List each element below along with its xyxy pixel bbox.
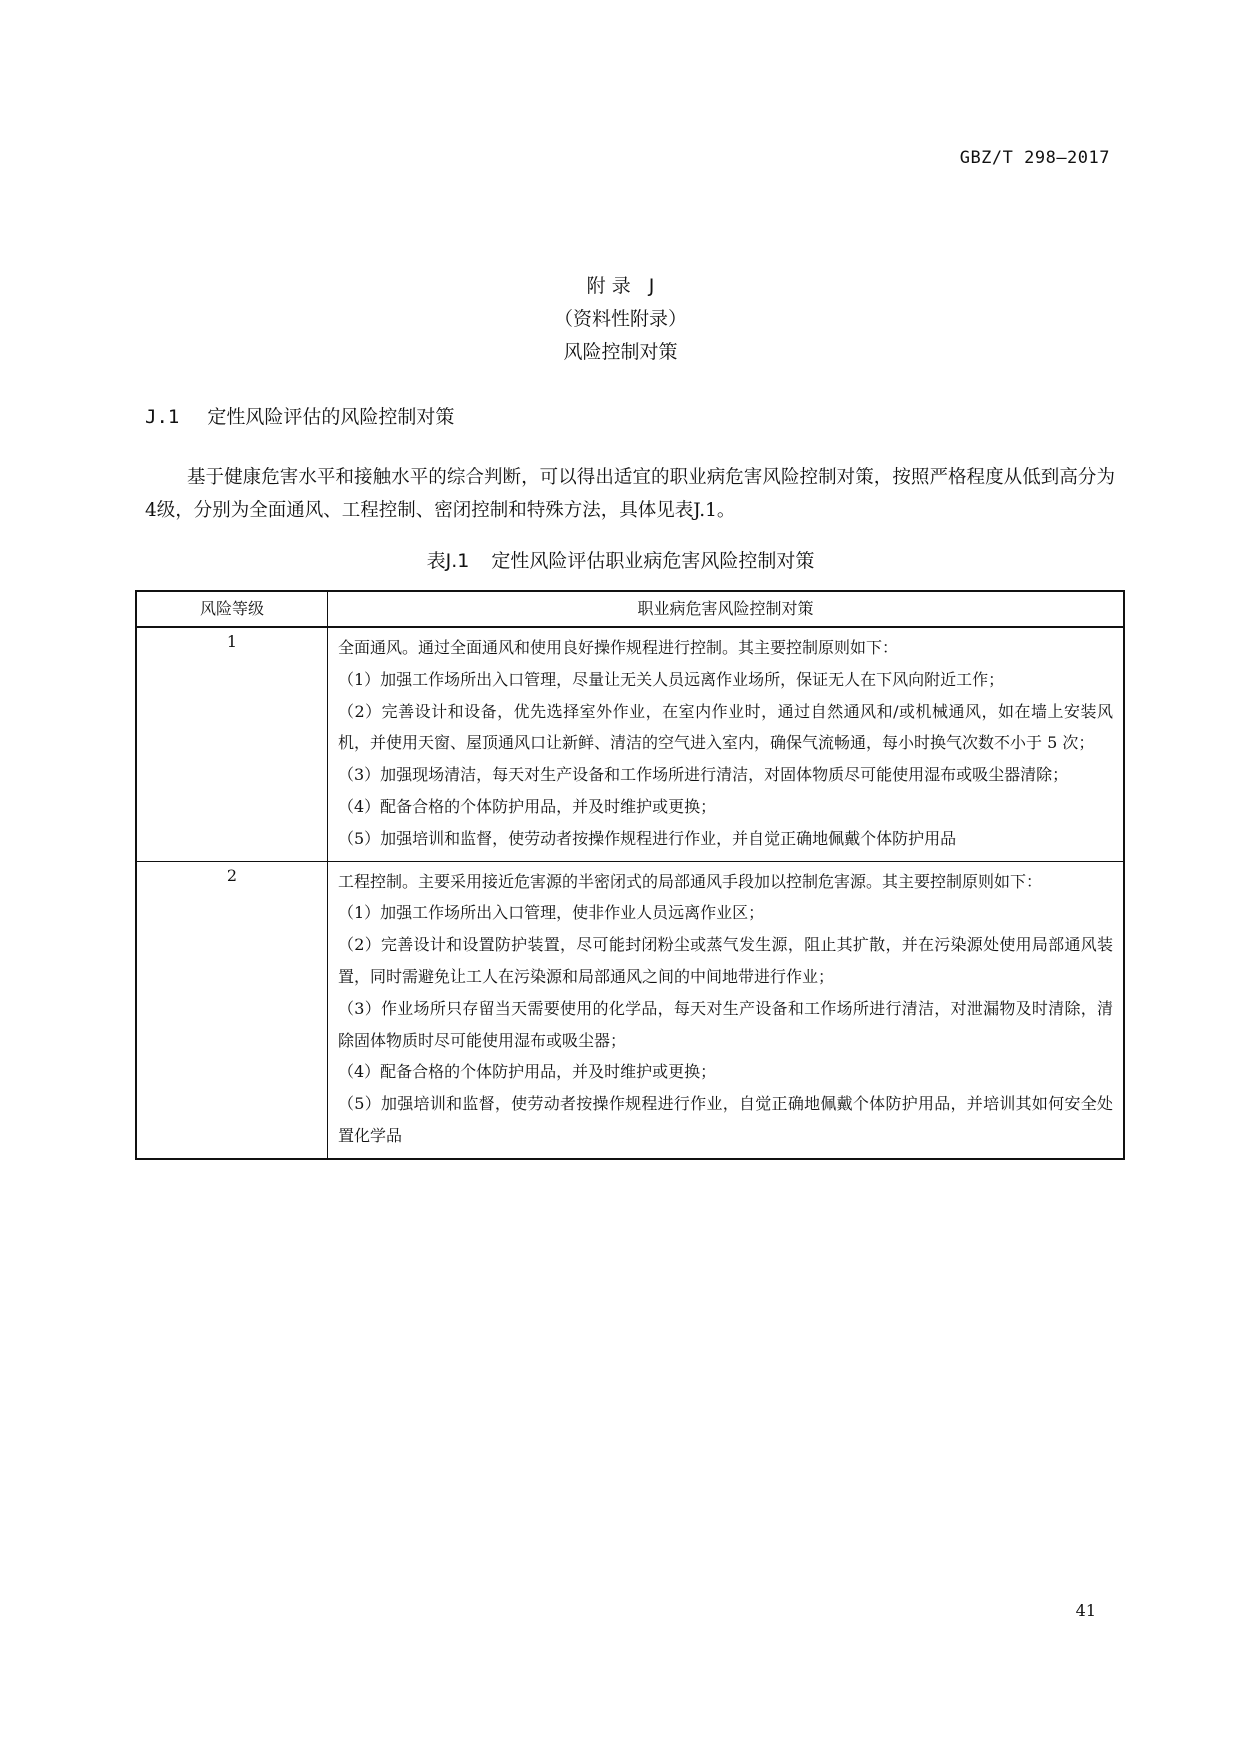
measure-item: （4）配备合格的个体防护用品，并及时维护或更换； <box>338 796 717 816</box>
page-number: 41 <box>1075 1601 1096 1620</box>
table-row <box>136 861 1124 1159</box>
measure-item: （3）加强现场清洁，每天对生产设备和工作场所进行清洁，对固体物质尽可能使用湿布或吸尘器清除； <box>338 765 1069 785</box>
measure-item: （4）配备合格的个体防护用品，并及时维护或更换； <box>338 1062 717 1082</box>
section-heading <box>145 402 454 429</box>
control-measures-cell <box>328 861 1125 1159</box>
appendix-title: 风险控制对策 <box>563 341 678 363</box>
table-row <box>136 627 1124 861</box>
measure-summary: 全面通风。通过全面通风和使用良好操作规程进行控制。其主要控制原则如下： <box>338 638 899 657</box>
document-code: GBZ/T 298—2017 <box>959 148 1110 168</box>
measure-item: （5）加强培训和监督，使劳动者按操作规程进行作业，并自觉正确地佩戴个体防护用品 <box>338 828 957 848</box>
measure-item: （2）完善设计和设置防护装置，尽可能封闭粉尘或蒸气发生源，阻止其扩散，并在污染源处使用局部通风装置，同时需避免让工人在污染源和局部通风之间的中间地带进行作业； <box>338 935 1113 986</box>
body-paragraph: 基于健康危害水平和接触水平的综合判断，可以得出适宜的职业病危害风险控制对策，按照严格程度从低到高分为4级，分别为全面通风、工程控制、密闭控制和特殊方法，具体见表J.1。 <box>145 467 1115 521</box>
appendix-letter: J <box>648 275 671 297</box>
table-header-row <box>136 591 1124 627</box>
control-measures-cell <box>328 627 1125 861</box>
measure-item: （1）加强工作场所出入口管理，尽量让无关人员远离作业场所，保证无人在下风向附近工作； <box>338 669 1005 689</box>
appendix-label: 附 录 <box>586 275 631 297</box>
risk-control-table <box>135 590 1125 1160</box>
header-control-measures: 职业病危害风险控制对策 <box>328 591 1125 627</box>
section-number: J.1 <box>145 406 180 428</box>
risk-level-cell: 2 <box>136 861 328 1159</box>
table-caption-title: 定性风险评估职业病危害风险控制对策 <box>491 550 815 572</box>
appendix-label-line <box>0 270 1241 303</box>
section-title: 定性风险评估的风险控制对策 <box>207 406 455 428</box>
measure-item: （1）加强工作场所出入口管理，使非作业人员远离作业区； <box>338 903 765 923</box>
risk-level-cell: 1 <box>136 627 328 861</box>
measure-item: （3）作业场所只存留当天需要使用的化学品，每天对生产设备和工作场所进行清洁，对泄漏物及时清除，清除固体物质时尽可能使用湿布或吸尘器； <box>338 998 1113 1050</box>
header-risk-level: 风险等级 <box>136 591 328 627</box>
table-caption <box>0 546 1241 573</box>
measure-summary: 工程控制。主要采用接近危害源的半密闭式的局部通风手段加以控制危害源。其主要控制原则如下： <box>338 871 1043 891</box>
measure-item: （2）完善设计和设备，优先选择室外作业，在室内作业时，通过自然通风和/或机械通风，如在墙上安装风机，并使用天窗、屋顶通风口让新鲜、清洁的空气进入室内，确保气流畅通，每小时换气次数不小于 5 次； <box>338 701 1113 753</box>
appendix-type: （资料性附录） <box>553 308 687 330</box>
table-caption-number: 表J.1 <box>426 550 470 572</box>
measure-item: （5）加强培训和监督，使劳动者按操作规程进行作业，自觉正确地佩戴个体防护用品，并培训其如何安全处置化学品 <box>338 1094 1113 1145</box>
appendix-heading <box>0 270 1241 369</box>
